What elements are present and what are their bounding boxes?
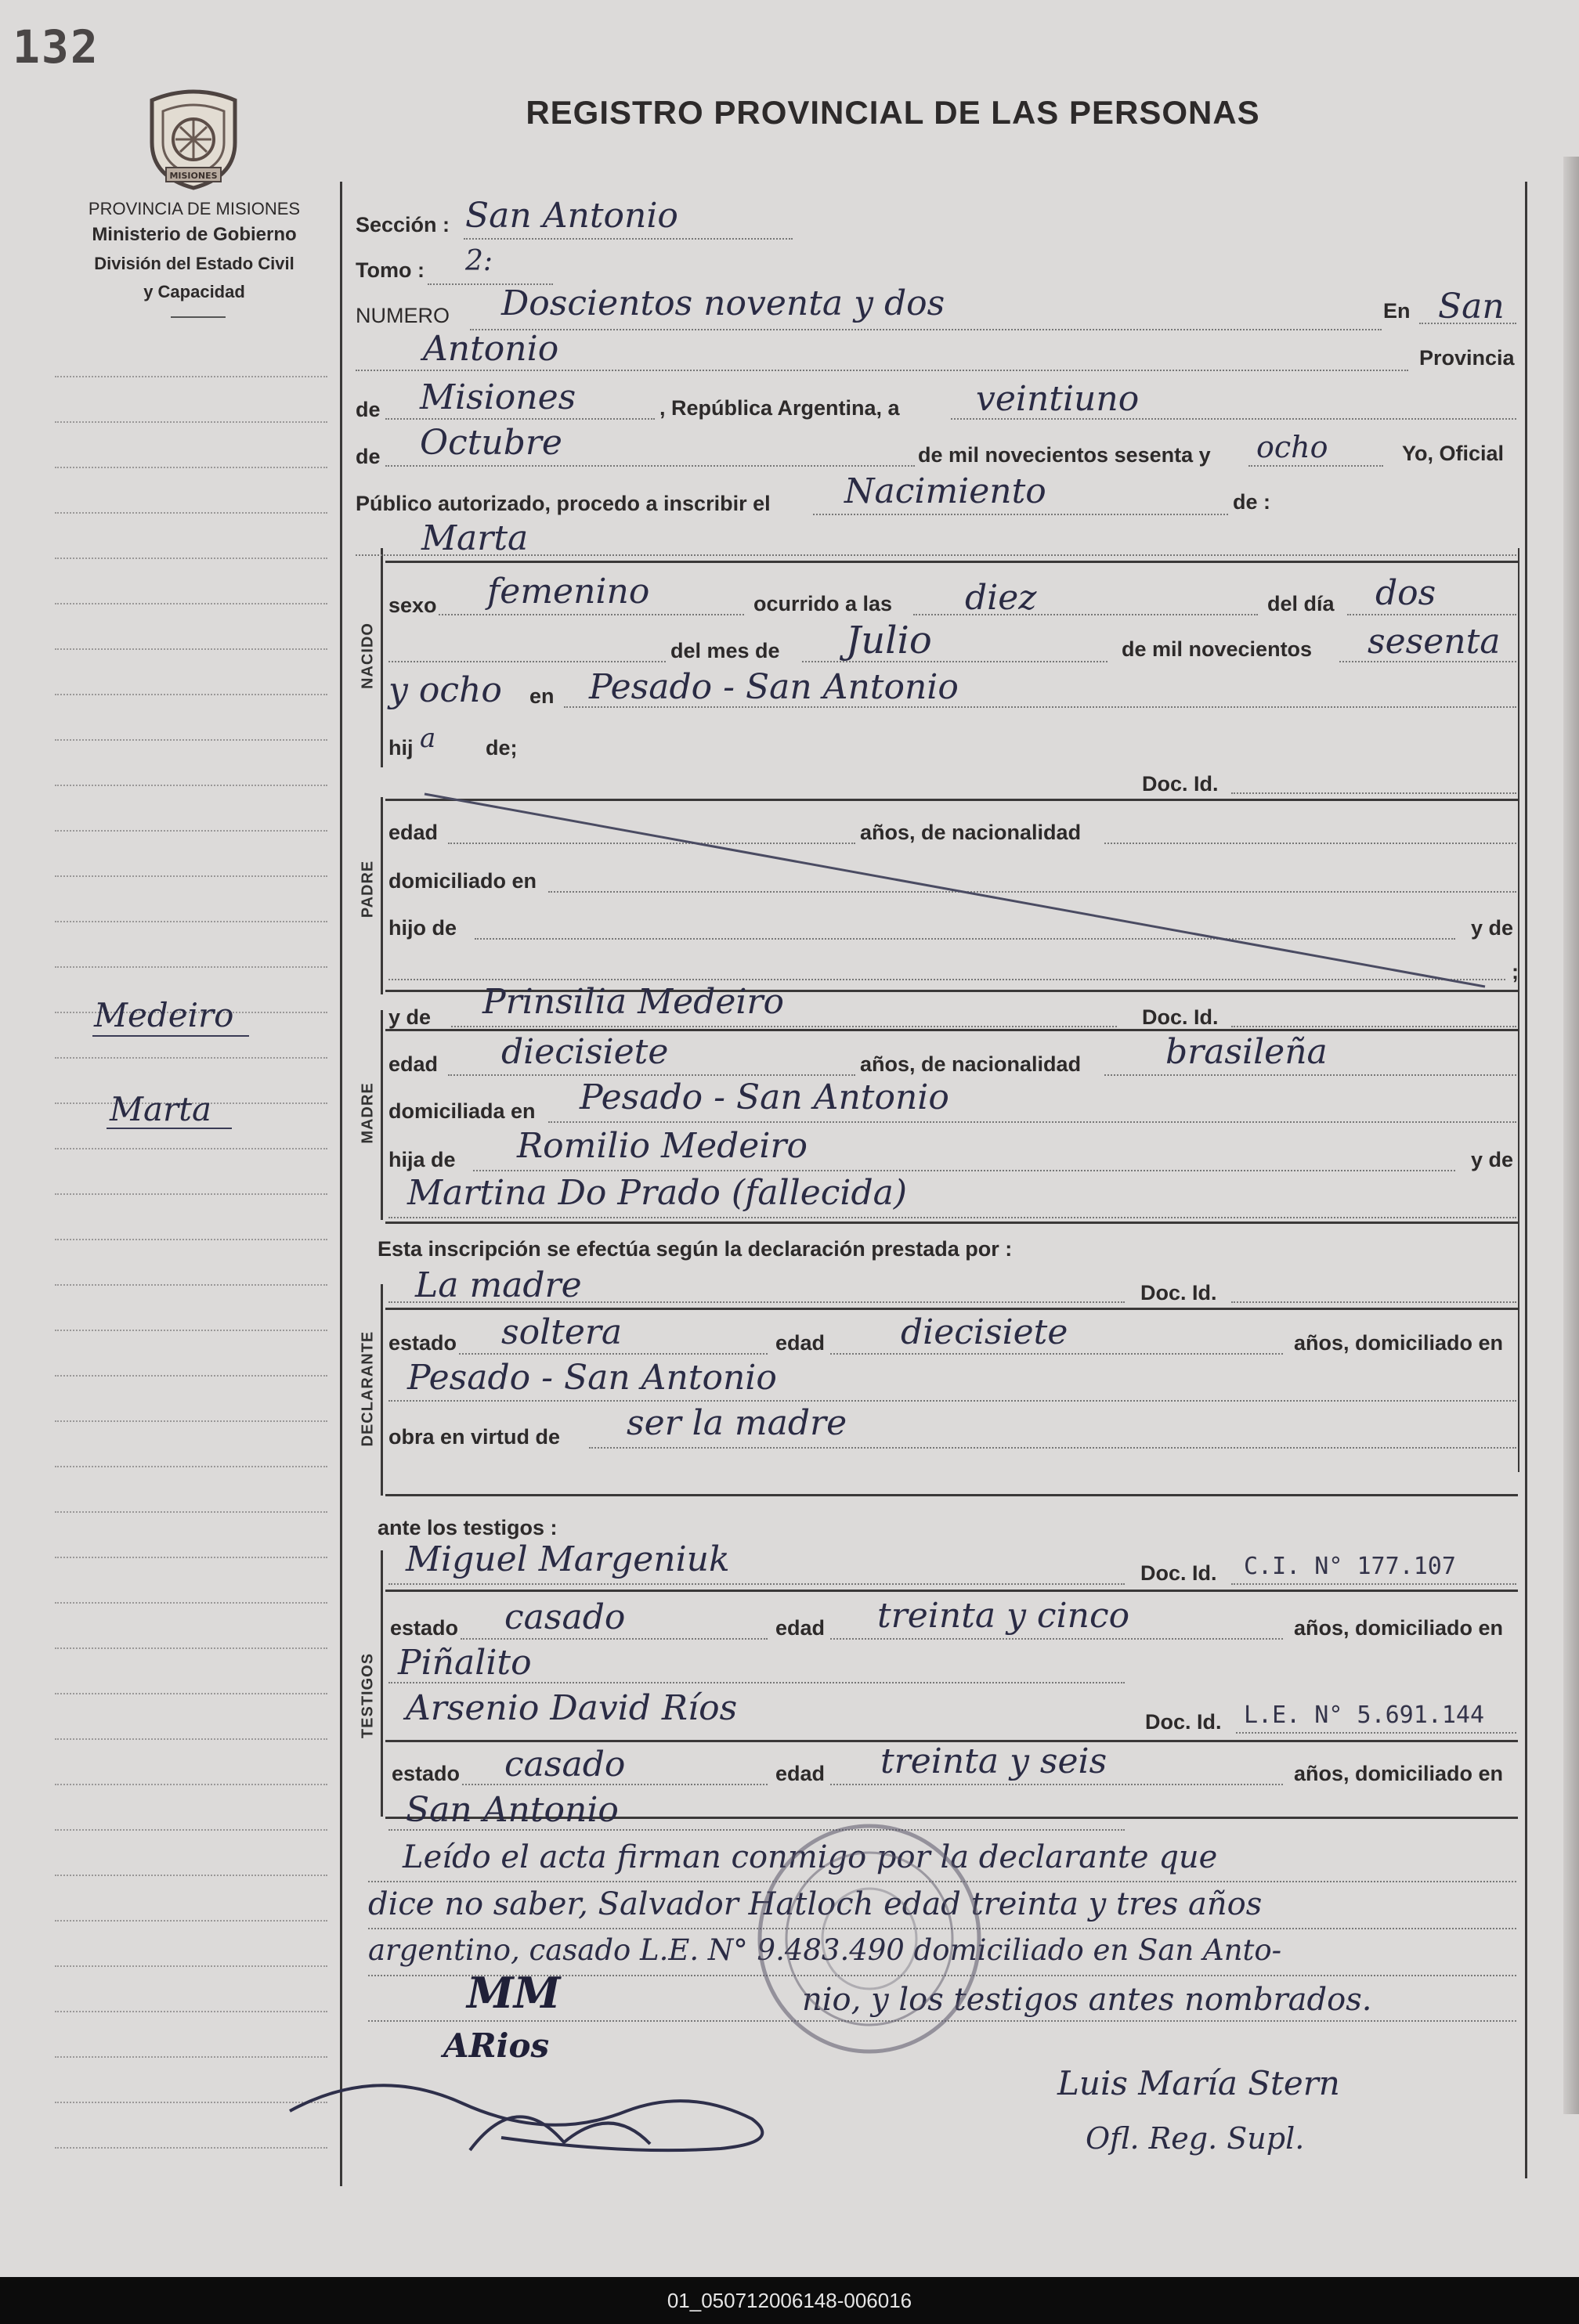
value-hora: diez — [965, 578, 1037, 618]
signature-officer-title: Ofl. Reg. Supl. — [1086, 2121, 1305, 2156]
value-t1-estado: casado — [504, 1597, 626, 1637]
label-de-mil-nov: de mil novecientos — [1122, 637, 1313, 661]
page-binding-edge — [1563, 157, 1579, 2114]
label-t1-anos-dom: años, domiciliado en — [1294, 1616, 1504, 1640]
label-doc-id-nac: Doc. Id. — [1142, 772, 1219, 796]
label-republica: , República Argentina, a — [659, 396, 900, 420]
label-madre-edad: edad — [388, 1052, 439, 1076]
value-anio-nac: sesenta — [1368, 622, 1501, 662]
label-t2-estado: estado — [392, 1762, 461, 1785]
label-sexo: sexo — [388, 594, 437, 617]
signature-rios: ARios — [443, 2026, 550, 2065]
label-en-lugar: en — [529, 684, 555, 708]
value-madre-nac: brasileña — [1165, 1032, 1328, 1072]
rule-madre-top — [385, 1029, 1518, 1031]
label-inscripcion: Esta inscripción se efectúa según la declaración prestada por : — [378, 1237, 1013, 1261]
label-dec-doc: Doc. Id. — [1140, 1281, 1217, 1305]
label-t2-doc: Doc. Id. — [1145, 1710, 1222, 1734]
left-frame-line — [340, 182, 342, 2186]
closing-line2: dice no saber, Salvador Hatloch edad treinta y tres años — [368, 1886, 1263, 1922]
label-numero: NUMERO — [356, 304, 450, 327]
margin-surname-underline — [92, 1035, 249, 1037]
value-mes-nac: Julio — [846, 619, 932, 662]
office-line1: PROVINCIA DE MISIONES — [88, 199, 301, 218]
label-hij-de: de; — [486, 736, 518, 760]
rule-testigos-top — [385, 1590, 1518, 1592]
label-seccion: Sección : — [356, 213, 450, 236]
value-anio-nac2: y ocho — [388, 670, 502, 710]
value-nombre: Marta — [421, 518, 529, 558]
office-line2: Ministerio de Gobierno — [92, 224, 297, 245]
registry-stamp — [752, 1821, 987, 2056]
value-mes: Octubre — [420, 423, 562, 463]
rule-declarante-top — [385, 1308, 1518, 1310]
office-underline — [171, 316, 226, 318]
value-madre-nombre: Prinsilia Medeiro — [482, 982, 784, 1022]
value-t2-edad: treinta y seis — [880, 1741, 1107, 1781]
margin-given-name: Marta — [110, 1090, 212, 1128]
label-provincia: Provincia — [1419, 346, 1515, 370]
label-padre-semicolon: ; — [1512, 960, 1519, 983]
label-madre-nac: años, de nacionalidad — [860, 1052, 1082, 1076]
label-ocurrido: ocurrido a las — [753, 592, 893, 615]
label-en: En — [1383, 299, 1411, 323]
value-lugar2: Antonio — [423, 329, 559, 369]
nacido-section-bar — [381, 548, 383, 767]
testigos-section-bar — [381, 1550, 383, 1817]
value-sexo: femenino — [487, 572, 650, 612]
value-anio: ocho — [1256, 430, 1328, 464]
label-testigos: ante los testigos : — [378, 1516, 558, 1539]
label-madre-y-de: y de — [388, 1005, 432, 1029]
inner-right-bar — [1518, 548, 1519, 1472]
seal-text: MISIONES — [169, 171, 218, 181]
label-madre-dom: domiciliada en — [388, 1099, 536, 1123]
page-number: 132 — [13, 20, 99, 74]
label-nacido: NACIDO — [359, 622, 377, 689]
value-dec-dom: Pesado - San Antonio — [407, 1358, 777, 1398]
label-padre-hijo: hijo de — [388, 916, 457, 940]
label-madre-hija: hija de — [388, 1148, 456, 1171]
label-t2-edad: edad — [775, 1762, 826, 1785]
value-t2-estado: casado — [504, 1745, 626, 1784]
label-dec-edad: edad — [775, 1331, 826, 1355]
office-line4: y Capacidad — [143, 282, 245, 301]
label-t1-doc: Doc. Id. — [1140, 1561, 1217, 1585]
value-en: San — [1438, 287, 1505, 327]
declarante-section-bar — [381, 1284, 383, 1496]
signature-mark: MM — [467, 1968, 561, 2018]
label-t1-estado: estado — [390, 1616, 459, 1640]
label-yo-oficial: Yo, Oficial — [1402, 442, 1505, 465]
value-t1-nombre: Miguel Margeniuk — [406, 1539, 730, 1579]
value-t2-nombre: Arsenio David Ríos — [406, 1688, 738, 1728]
value-seccion: San Antonio — [465, 196, 678, 236]
office-line3: División del Estado Civil — [94, 254, 294, 273]
signature-flourish — [282, 2056, 830, 2158]
value-t2-doc: L.E. N° 5.691.144 — [1244, 1702, 1485, 1729]
label-declarante: DECLARANTE — [359, 1330, 377, 1447]
padre-section-bar — [381, 797, 383, 994]
label-de-mil: de mil novecientos sesenta y — [918, 443, 1211, 467]
label-padre-nac: años, de nacionalidad — [860, 821, 1082, 844]
label-t1-edad: edad — [775, 1616, 826, 1640]
closing-line3: argentino, casado L.E. N° 9.483.490 domiciliado en San Anto- — [368, 1933, 1282, 1967]
rule-declarante-bottom — [385, 1494, 1518, 1496]
value-madre-edad: diecisiete — [501, 1032, 669, 1072]
closing-line1: Leído el acta firman conmigo por la declarante que — [403, 1839, 1218, 1875]
value-acto: Nacimiento — [844, 471, 1046, 511]
value-t2-dom: San Antonio — [406, 1790, 619, 1830]
madre-section-bar — [381, 1010, 383, 1220]
signature-officer: Luis María Stern — [1057, 2064, 1340, 2102]
label-padre-dom: domiciliado en — [388, 869, 537, 893]
label-padre-edad: edad — [388, 821, 439, 844]
value-tomo: 2: — [465, 245, 493, 277]
label-dec-obra: obra en virtud de — [388, 1425, 561, 1449]
value-madre-dom: Pesado - San Antonio — [580, 1077, 949, 1117]
rule-madre-bottom — [385, 1222, 1518, 1224]
label-del-mes: del mes de — [670, 639, 780, 662]
value-t1-doc: C.I. N° 177.107 — [1244, 1553, 1456, 1580]
value-numero: Doscientos noventa y dos — [501, 283, 945, 323]
padre-strike-line — [423, 792, 1488, 988]
margin-surname: Medeiro — [94, 996, 234, 1034]
label-de: de — [356, 398, 381, 421]
label-padre: PADRE — [359, 860, 377, 918]
right-frame-line — [1525, 182, 1527, 2178]
value-dia: dos — [1375, 573, 1436, 613]
value-dec-estado: soltera — [501, 1312, 623, 1352]
register-title: REGISTRO PROVINCIAL DE LAS PERSONAS — [526, 94, 1260, 131]
label-hij: hij — [388, 736, 414, 760]
closing-line4: nio, y los testigos antes nombrados. — [802, 1982, 1372, 2018]
value-declarante: La madre — [415, 1265, 582, 1305]
label-de-colon: de : — [1233, 490, 1271, 514]
label-madre: MADRE — [359, 1082, 377, 1144]
scan-caption: 01_050712006148-006016 — [0, 2277, 1579, 2324]
label-del-dia: del día — [1267, 592, 1335, 615]
provincial-seal — [139, 85, 248, 191]
label-dec-anos-dom: años, domiciliado en — [1294, 1331, 1504, 1355]
value-dia-letras: veintiuno — [976, 379, 1140, 419]
value-dec-virtud: ser la madre — [627, 1403, 847, 1443]
value-hija-suffix: a — [420, 723, 436, 754]
label-tomo: Tomo : — [356, 258, 425, 282]
label-t2-anos-dom: años, domiciliado en — [1294, 1762, 1504, 1785]
label-publico: Público autorizado, procedo a inscribir el — [356, 492, 771, 515]
value-lugar-nac: Pesado - San Antonio — [589, 667, 959, 707]
margin-given-underline — [107, 1128, 232, 1129]
value-t1-dom: Piñalito — [398, 1643, 532, 1683]
label-madre-y-de2: y de — [1471, 1148, 1514, 1171]
value-madre-madre: Martina Do Prado (fallecida) — [407, 1173, 908, 1213]
label-padre-y-de: y de — [1471, 916, 1514, 940]
value-madre-padre: Romilio Medeiro — [517, 1126, 808, 1166]
label-dec-estado: estado — [388, 1331, 457, 1355]
rule-nacido-top — [385, 561, 1518, 563]
label-de-mes: de — [356, 445, 381, 468]
label-madre-doc: Doc. Id. — [1142, 1005, 1219, 1029]
label-testigos: TESTIGOS — [359, 1652, 377, 1739]
value-provincia: Misiones — [420, 377, 576, 417]
value-dec-edad: diecisiete — [901, 1312, 1068, 1352]
value-t1-edad: treinta y cinco — [877, 1596, 1130, 1636]
